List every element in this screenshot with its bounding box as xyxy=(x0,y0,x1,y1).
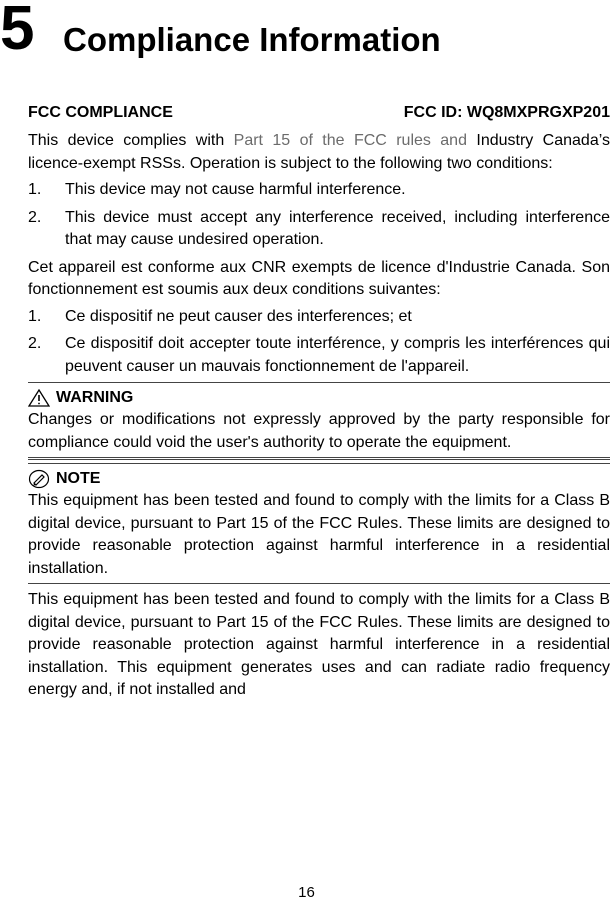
note-box xyxy=(28,463,610,584)
note-pencil-icon xyxy=(28,469,50,489)
fcc-intro-grey: Part 15 of the FCC rules and xyxy=(233,132,467,149)
fcc-intro-part-b: Industry Canada’s licence-exempt RSSs. Operation is subject to the following two conditions: xyxy=(28,132,610,172)
page-number: 16 xyxy=(298,884,315,901)
list-item xyxy=(28,306,610,329)
list-item-number: 2. xyxy=(28,335,42,352)
list-item-text: Ce dispositif ne peut causer des interferences; et xyxy=(65,307,412,325)
note-text: This equipment has been tested and found to comply with the limits for a Class B digital device, pursuant to Part 15 of the FCC Rules. These limits are designed to provide reasonable protection against harmful interference in a residential installation. xyxy=(28,492,610,577)
french-intro-paragraph: Cet appareil est conforme aux CNR exempts de licence d'Industrie Canada. Son fonctionnement est soumis aux deux conditions suivantes: xyxy=(28,258,610,298)
french-conditions-list xyxy=(28,306,610,379)
list-item-number: 2. xyxy=(28,208,42,226)
note-header xyxy=(28,468,610,490)
fcc-compliance-heading: FCC COMPLIANCE xyxy=(28,104,173,121)
list-item-number: 1. xyxy=(28,181,42,198)
content xyxy=(28,102,610,702)
warning-text: Changes or modifications not expressly approved by the party responsible for compliance could void the user's authority to operate the equipment. xyxy=(28,411,610,451)
warning-triangle-icon xyxy=(28,389,50,407)
body-paragraph: This equipment has been tested and found to comply with the limits for a Class B digital device, pursuant to Part 15 of the FCC Rules. These limits are designed to provide reasonable protection against harmful interference in a residential installation. This equipment generates uses and can radiate radio frequency energy and, if not installed and xyxy=(28,591,610,698)
fcc-intro-paragraph xyxy=(28,130,610,175)
chapter-number: 5 xyxy=(0,0,35,63)
list-item xyxy=(28,179,610,202)
fcc-conditions-list xyxy=(28,179,610,252)
warning-header xyxy=(28,387,610,409)
fcc-heading-row xyxy=(28,102,610,124)
list-item-text: This device may not cause harmful interference. xyxy=(65,181,406,198)
body-section xyxy=(28,584,610,702)
chapter-title: Compliance Information xyxy=(63,21,441,58)
fcc-intro-part-a: This device complies with xyxy=(28,132,234,149)
warning-box xyxy=(28,382,610,460)
list-item-number: 1. xyxy=(28,307,42,325)
list-item xyxy=(28,333,610,378)
list-item-text: Ce dispositif doit accepter toute interférence, y compris les interférences qui peuvent causer un mauvais fonctionnement de l'appareil. xyxy=(65,335,610,375)
note-label: NOTE xyxy=(56,470,101,487)
warning-label: WARNING xyxy=(56,389,134,406)
list-item xyxy=(28,207,610,252)
list-item-text: This device must accept any interference received, including interference that may cause undesired operation. xyxy=(65,208,610,248)
fcc-id: FCC ID: WQ8MXPRGXP201 xyxy=(403,104,610,121)
